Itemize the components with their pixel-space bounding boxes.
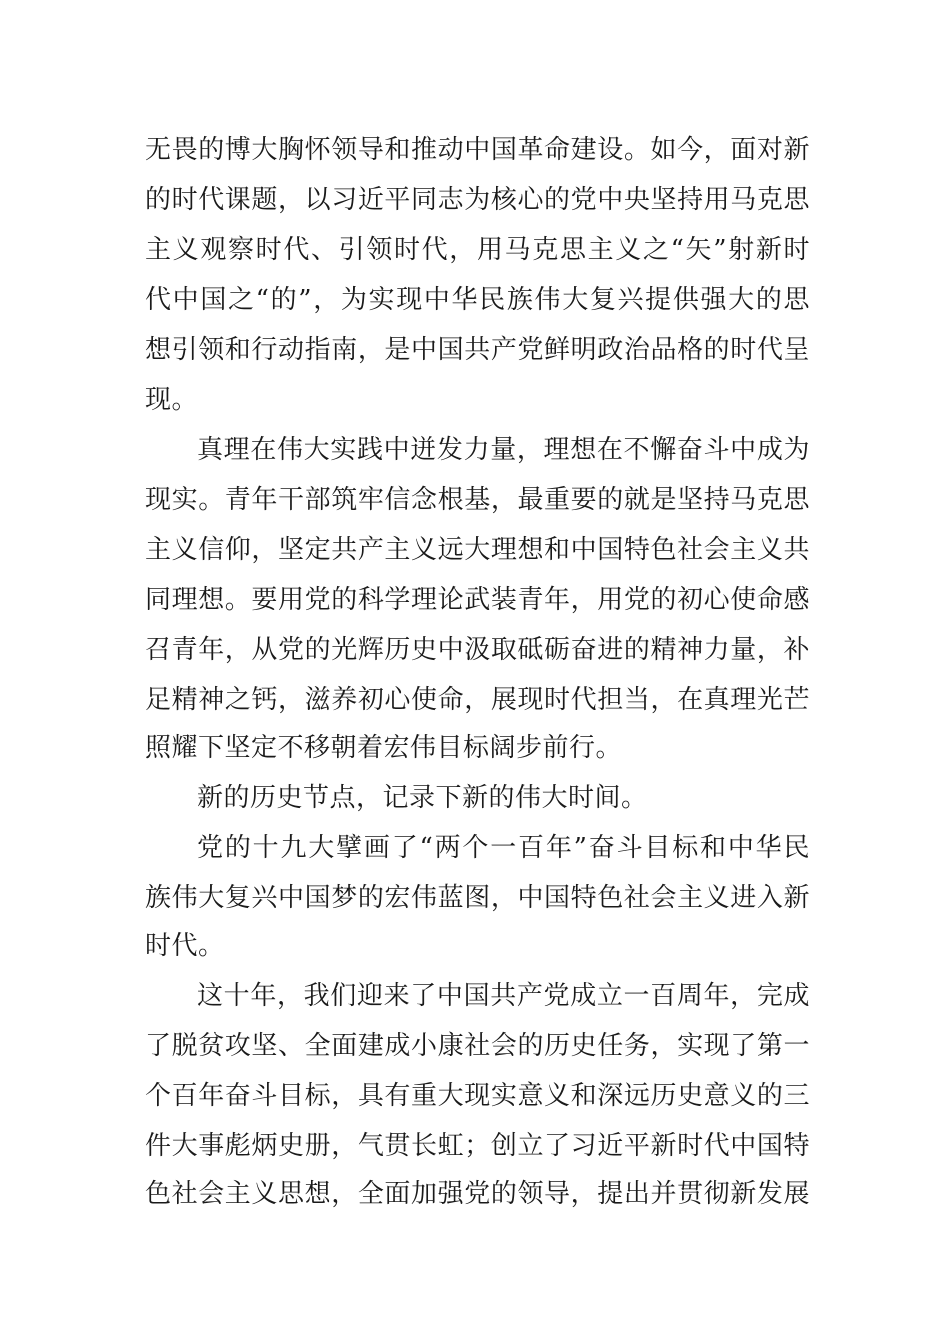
text-line: 族伟大复兴中国梦的宏伟蓝图，中国特色社会主义进入新 [145,883,810,913]
paragraph-first-line: 党的十九大擘画了“两个一百年”奋斗目标和中华民 [197,833,810,863]
text-line: 想引领和行动指南，是中国共产党鲜明政治品格的时代呈 [145,335,810,365]
text-line: 时代。 [145,931,225,961]
text-line: 的时代课题，以习近平同志为核心的党中央坚持用马克思 [145,185,810,215]
text-line: 照耀下坚定不移朝着宏伟目标阔步前行。 [145,733,623,763]
paragraph-first-line: 新的历史节点，记录下新的伟大时间。 [197,783,648,813]
text-line: 个百年奋斗目标，具有重大现实意义和深远历史意义的三 [145,1081,810,1111]
paragraph-first-line: 真理在伟大实践中迸发力量，理想在不懈奋斗中成为 [197,435,810,465]
paragraph-first-line: 这十年，我们迎来了中国共产党成立一百周年，完成 [197,981,810,1011]
text-line: 无畏的博大胸怀领导和推动中国革命建设。如今，面对新 [145,135,810,165]
text-line: 召青年，从党的光辉历史中汲取砥砺奋进的精神力量，补 [145,635,810,665]
text-line: 主义观察时代、引领时代，用马克思主义之“矢”射新时 [145,235,810,265]
text-line: 件大事彪炳史册，气贯长虹；创立了习近平新时代中国特 [145,1131,810,1161]
text-line: 主义信仰，坚定共产主义远大理想和中国特色社会主义共 [145,535,810,565]
text-line: 现实。青年干部筑牢信念根基，最重要的就是坚持马克思 [145,485,810,515]
text-line: 代中国之“的”，为实现中华民族伟大复兴提供强大的思 [145,285,810,315]
text-line: 了脱贫攻坚、全面建成小康社会的历史任务，实现了第一 [145,1031,810,1061]
text-line: 同理想。要用党的科学理论武装青年，用党的初心使命感 [145,585,810,615]
text-line: 色社会主义思想，全面加强党的领导，提出并贯彻新发展 [145,1179,810,1209]
text-line: 现。 [145,385,199,415]
text-line: 足精神之钙，滋养初心使命，展现时代担当，在真理光芒 [145,685,810,715]
